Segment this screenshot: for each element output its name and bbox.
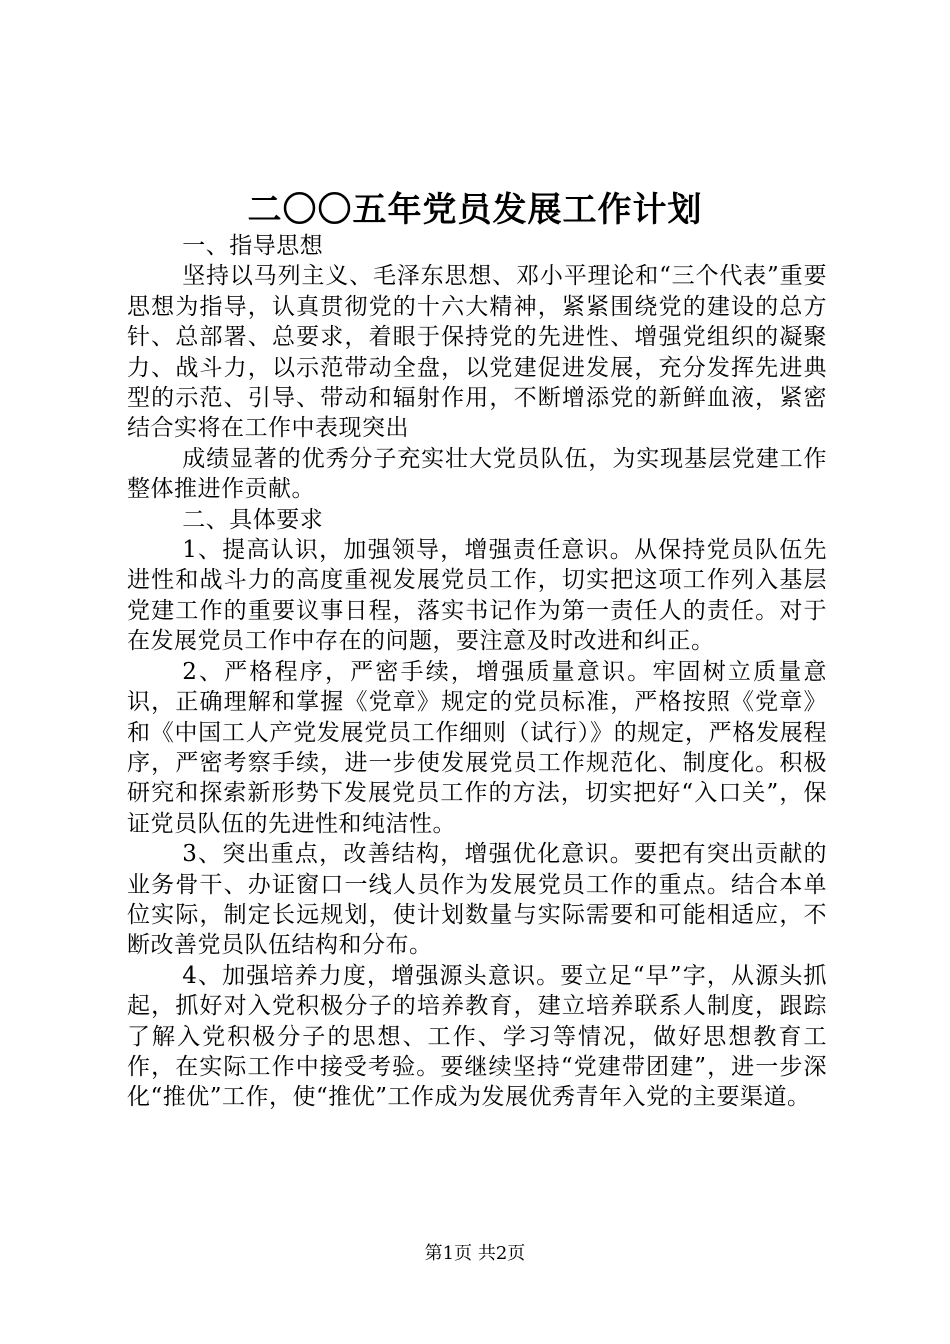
paragraph-guiding-ideology-continued: 成绩显著的优秀分子充实壮大党员队伍，为实现基层党建工作整体推进作贡献。 [127,445,827,503]
paragraph-requirement-2: 2、严格程序，严密手续，增强质量意识。牢固树立质量意识，正确理解和掌握《党章》规定的党员标准，严格按照《党章》和《中国工人产党发展党员工作细则（试行）》的规定，严格发展程序，严密考察手续，进一步使发展党员工作规范化、制度化。积极研究和探索新形势下发展党员工作的方法，切实把好“入口关”，保证党员队伍的先进性和纯洁性。 [127,658,827,837]
paragraph-requirement-4: 4、加强培养力度，增强源头意识。要立足“早”字，从源头抓起，抓好对入党积极分子的培养教育，建立培养联系人制度，跟踪了解入党积极分子的思想、工作、学习等情况，做好思想教育工作，在实际工作中接受考验。要继续坚持“党建带团建”，进一步深化“推优”工作，使“推优”工作成为发展优秀青年入党的主要渠道。 [127,962,827,1111]
paragraph-requirement-3: 3、突出重点，改善结构，增强优化意识。要把有突出贡献的业务骨干、办证窗口一线人员作为发展党员工作的重点。结合本单位实际，制定长远规划，使计划数量与实际需要和可能相适应，不断改善党员队伍结构和分布。 [127,841,827,959]
paragraph-requirement-1: 1、提高认识，加强领导，增强责任意识。从保持党员队伍先进性和战斗力的高度重视发展党员工作，切实把这项工作列入基层党建工作的重要议事日程，落实书记作为第一责任人的责任。对于在发展党员工作中存在的问题，要注意及时改进和纠正。 [127,537,827,655]
document-body [127,231,827,1113]
section-heading-requirements: 二、具体要求 [182,506,324,533]
section-heading-guiding-ideology: 一、指导思想 [182,233,324,259]
page-footer: 第1页 共2页 [424,1243,526,1264]
paragraph-guiding-ideology: 坚持以马列主义、毛泽东思想、邓小平理论和“三个代表”重要思想为指导，认真贯彻党的十六大精神，紧紧围绕党的建设的总方针、总部署、总要求，着眼于保持党的先进性、增强党组织的凝聚力、战斗力，以示范带动全盘，以党建促进发展，充分发挥先进典型的示范、引导、带动和辐射作用，不断增添党的新鲜血液，紧密结合实将在工作中表现突出 [127,263,827,442]
document-title: 二〇〇五年党员发展工作计划 [247,190,703,230]
